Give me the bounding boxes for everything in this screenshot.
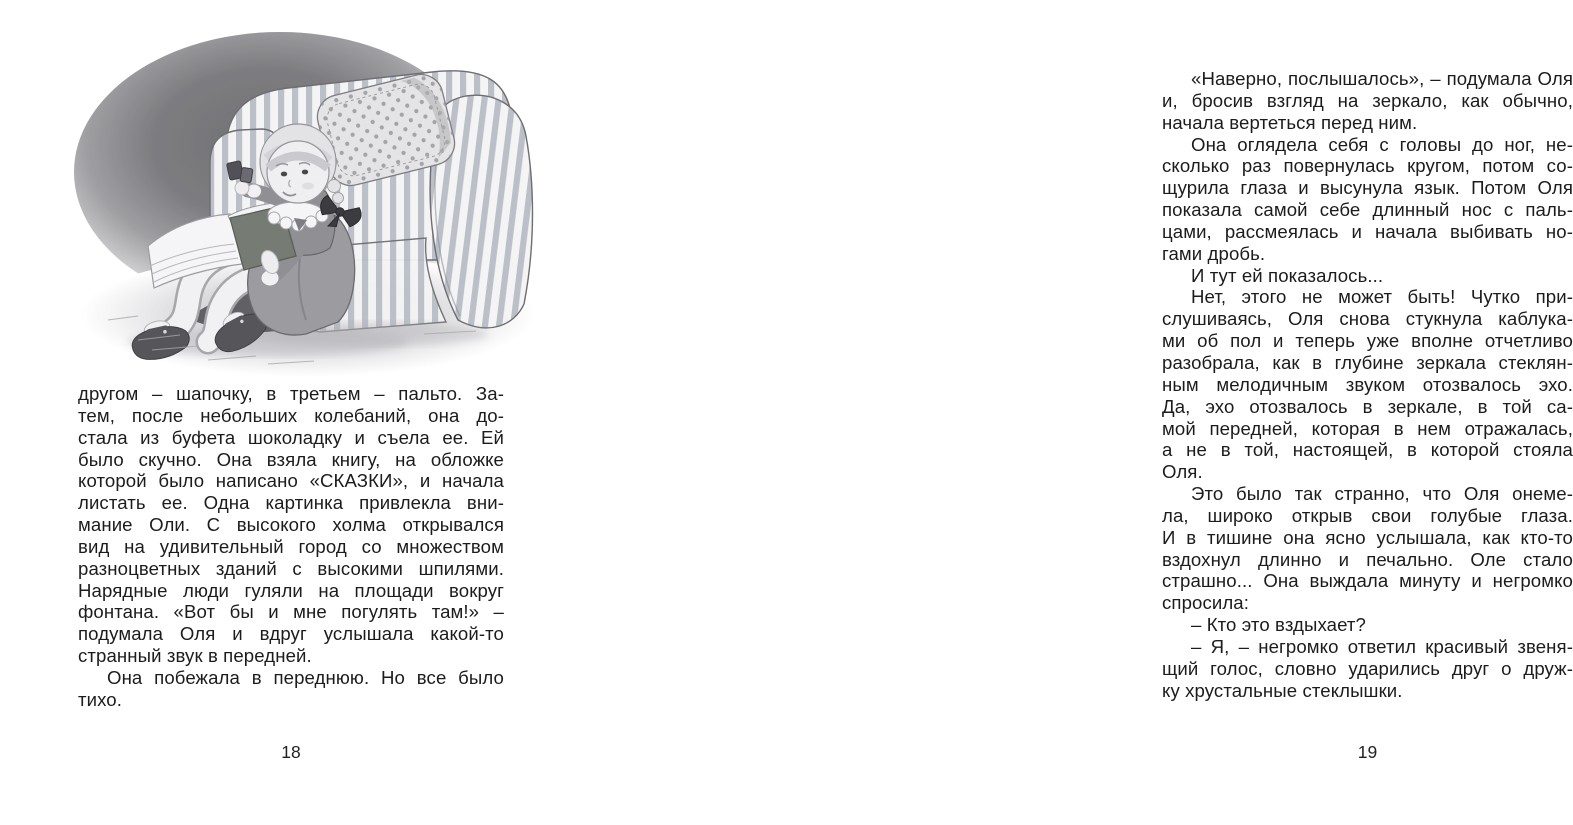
text-line: цами, рассмеялась и начала выбивать но- bbox=[1162, 220, 1573, 242]
text-line: И тут ей показалось... bbox=[1191, 264, 1384, 286]
text-line: Она побежала в переднюю. Но все было bbox=[107, 666, 504, 688]
text-line: ку хрустальные стеклышки. bbox=[1162, 679, 1403, 701]
text-line: фонтана. «Вот бы и мне погулять там!» – bbox=[78, 601, 504, 623]
text-line: другом – шапочку, в третьем – пальто. За- bbox=[78, 383, 504, 404]
text-line: разноцветных зданий с высокими шпилями. bbox=[78, 557, 504, 579]
page-number-left: 18 bbox=[281, 742, 301, 762]
text-line: мой передней, которая в нем отражалась, bbox=[1162, 417, 1573, 439]
text-line: спросила: bbox=[1162, 592, 1249, 614]
text-line: было скучно. Она взяла книгу, на обложке bbox=[78, 448, 504, 470]
text-line: вид на удивительный город со множеством bbox=[78, 535, 504, 557]
page-number-right: 19 bbox=[1357, 742, 1378, 762]
text-line: страшно... Она выждала минуту и негромко bbox=[1162, 570, 1573, 592]
page-left bbox=[0, 0, 550, 825]
text-line: разобрала, как в глубине зеркала стеклян- bbox=[1162, 351, 1573, 373]
text-line: – Я, – негромко ответил красивый звеня- bbox=[1191, 635, 1573, 657]
text-line: тихо. bbox=[78, 688, 122, 710]
text-line: тем, после небольших колебаний, она до- bbox=[78, 404, 504, 426]
text-line: Оля. bbox=[1162, 461, 1203, 483]
text-line: а не в той, настоящей, в которой стояла bbox=[1162, 439, 1573, 461]
face bbox=[267, 141, 329, 203]
text-line: странный звук в передней. bbox=[78, 645, 312, 667]
text-line: Это было так странно, что Оля онеме- bbox=[1191, 483, 1573, 505]
text-line: ми об пол и теперь уже вполне отчетливо bbox=[1162, 330, 1573, 352]
page-text-right bbox=[1162, 68, 1573, 701]
text-line: ла, широко открыв свои голубые глаза. bbox=[1162, 504, 1573, 526]
text-line: Нарядные люди гуляли на площади вокруг bbox=[78, 579, 504, 601]
text-line: щий голос, словно ударились друг о друж- bbox=[1162, 657, 1573, 679]
text-line: слушиваясь, Оля снова стукнула каблука- bbox=[1162, 308, 1573, 330]
illustration-girl-reading-in-armchair bbox=[68, 20, 520, 378]
text-line: гами дробь. bbox=[1162, 242, 1266, 264]
text-line: стала из буфета шоколадку и съела ее. Ей bbox=[78, 426, 504, 448]
text-line: листать ее. Одна картинка привлекла вни- bbox=[78, 492, 504, 514]
text-line: сколько раз повернулась кругом, потом со- bbox=[1162, 155, 1573, 177]
text-line: которой было написано «СКАЗКИ», и начала bbox=[78, 470, 504, 492]
text-line: подумала Оля и вдруг услышала какой-то bbox=[78, 623, 504, 645]
text-line: показала самой себе длинный нос с паль- bbox=[1162, 199, 1573, 221]
text-line: Она оглядела себя с головы до ног, не- bbox=[1191, 133, 1573, 155]
text-line: «Наверно, послышалось», – подумала Оля bbox=[1191, 68, 1573, 89]
text-line: ным мелодичным звуком отозвалось эхо. bbox=[1162, 373, 1573, 395]
text-line: начала вертеться перед ним. bbox=[1162, 111, 1418, 133]
illustration-canvas bbox=[68, 20, 520, 378]
text-line: Да, эхо отозвалось в зеркале, в той са- bbox=[1162, 395, 1573, 417]
text-line: и, бросив взгляд на зеркало, как обычно, bbox=[1162, 89, 1573, 111]
text-line: – Кто это вздыхает? bbox=[1191, 614, 1366, 636]
text-line: Нет, этого не может быть! Чутко при- bbox=[1191, 286, 1573, 308]
text-line: щурила глаза и высунула язык. Потом Оля bbox=[1162, 177, 1573, 199]
page-text-left bbox=[78, 383, 504, 711]
text-line: вздохнул длинно и печально. Оле стало bbox=[1162, 548, 1573, 570]
page-right bbox=[550, 0, 1573, 825]
text-line: И в тишине она ясно услышала, как кто-то bbox=[1162, 526, 1573, 548]
text-line: мание Оли. С высокого холма открывался bbox=[78, 514, 504, 536]
